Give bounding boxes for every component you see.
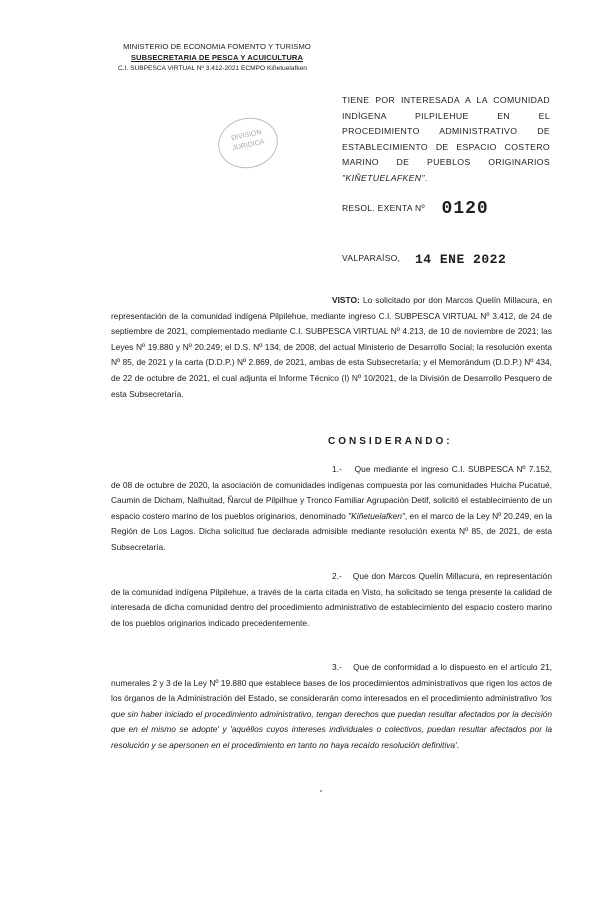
juridica-stamp — [213, 112, 282, 173]
considerando-3-emphasis: 'los que sin haber iniciado el procedimiento administrativo, tengan derechos que puedan resultar afectados por la decisión que en el mismo se adopte' y 'aquéllos cuyos intereses individuales o colectivos, puedan resultar afectados por la resolución y se apersonen en el procedimiento en tanto no haya recaído resolución definitiva' — [111, 693, 552, 750]
visto-paragraph — [111, 293, 552, 402]
considerando-3 — [111, 660, 552, 754]
considerando-1-text: Que mediante el ingreso C.I. SUBPESCA Nº 7.152, de 08 de octubre de 2020, la asociación de comunidades indígenas compuesta por las comunidades Huicha Pucatué, Caumin de Dicham, Nalhuitad, Ñarcul de Pilpilhue y Tronco Familiar Agrupación Detif, solicitó el establecimiento de un espacio costero marino de los pueblos originarios, denominado — [111, 464, 552, 521]
city: VALPARAÍSO, — [342, 253, 401, 263]
date-stamp: 14 ENE 2022 — [414, 252, 507, 267]
document-reference: C.I. SUBPESCA VIRTUAL Nº 3.412-2021 ECMPO Kiñetuelafken — [118, 65, 307, 72]
resolution-number: 0120 — [441, 199, 489, 219]
summary-text: TIENE POR INTERESADA A LA COMUNIDAD INDÍGENA PILPILEHUE EN EL PROCEDIMIENTO ADMINISTRATIVO DE ESTABLECIMIENTO DE ESPACIO COSTERO MARINO DE PUEBLOS ORIGINARIOS — [342, 95, 550, 167]
visto-text: Lo solicitado por don Marcos Quelín Millacura, en representación de la comunidad indígena Pilpilehue, mediante ingreso C.I. SUBPESCA VIRTUAL Nº 3.412, de 24 de septiembre de 2021, complementado mediante C.I. SUBPESCA VIRTUAL Nº 4.213, de 10 de noviembre de 2021; las Leyes Nº 19.880 y Nº 20.249; el D.S. Nº 134, de 2008, del actual Ministerio de Desarrollo Social; la resolución exenta Nº 85, de 2021 y la carta (D.D.P.) Nº 2.869, de 2021, ambas de esta Subsecretaría; y el Memorándum (D.D.P.) Nº 434, de 22 de octubre de 2021, el cual adjunta el Informe Técnico (I) Nº 10/2021, de la División de Desarrollo Pesquero de esta Subsecretaría. — [111, 295, 552, 399]
considerando-1-number: 1.- — [332, 464, 342, 474]
resolution-label: RESOL. EXENTA Nº — [342, 203, 425, 213]
resolution-summary — [342, 93, 550, 186]
visto-label: VISTO: — [332, 295, 360, 305]
considerando-2-number: 2.- — [332, 571, 342, 581]
summary-end: . — [424, 172, 428, 183]
ecmpo-name: "KIÑETUELAFKEN" — [342, 172, 425, 183]
resolution-number-line — [342, 197, 489, 217]
considerando-3-number: 3.- — [332, 662, 342, 672]
considerando-1-emphasis: "Kiñetuelafken" — [348, 510, 405, 521]
considerando-3-end: . — [456, 739, 459, 750]
considerando-1 — [111, 462, 552, 556]
scan-speck — [320, 790, 322, 792]
considerando-2-text: Que don Marcos Quelín Millacura, en representación de la comunidad indígena Pilpilehue, a través de la carta citada en Visto, ha solicitado se tenga presente la calidad de interesada de dicha comunidad dentro del procedimiento administrativo de establecimiento del espacio costero marino de los pueblos originarios indicado precedentemente. — [111, 571, 552, 628]
place-date-line — [342, 250, 506, 265]
considerando-2 — [111, 569, 552, 631]
stamp-text: DIVISION JURIDICA — [230, 129, 266, 153]
considerando-3-text: Que de conformidad a lo dispuesto en el artículo 21, numerales 2 y 3 de la Ley Nº 19.880 que establece bases de los procedimientos administrativos que rigen los actos de los órganos de la Administración del Estado, se considerarán como interesados en el procedimiento administrativo — [111, 662, 552, 704]
ministry-name: MINISTERIO DE ECONOMIA FOMENTO Y TURISMO — [123, 42, 311, 51]
letterhead — [112, 41, 322, 74]
considerando-1-end: , en el marco de la Ley Nº 20.249, en la Región de Los Lagos. Dicha solicitud fue declarada admisible mediante resolución exenta Nº 85, de 2021, de esta Subsecretaría. — [111, 510, 553, 552]
subsecretaria-name: SUBSECRETARIA DE PESCA Y ACUICULTURA — [130, 53, 304, 62]
considerando-heading: CONSIDERANDO: — [328, 436, 453, 447]
